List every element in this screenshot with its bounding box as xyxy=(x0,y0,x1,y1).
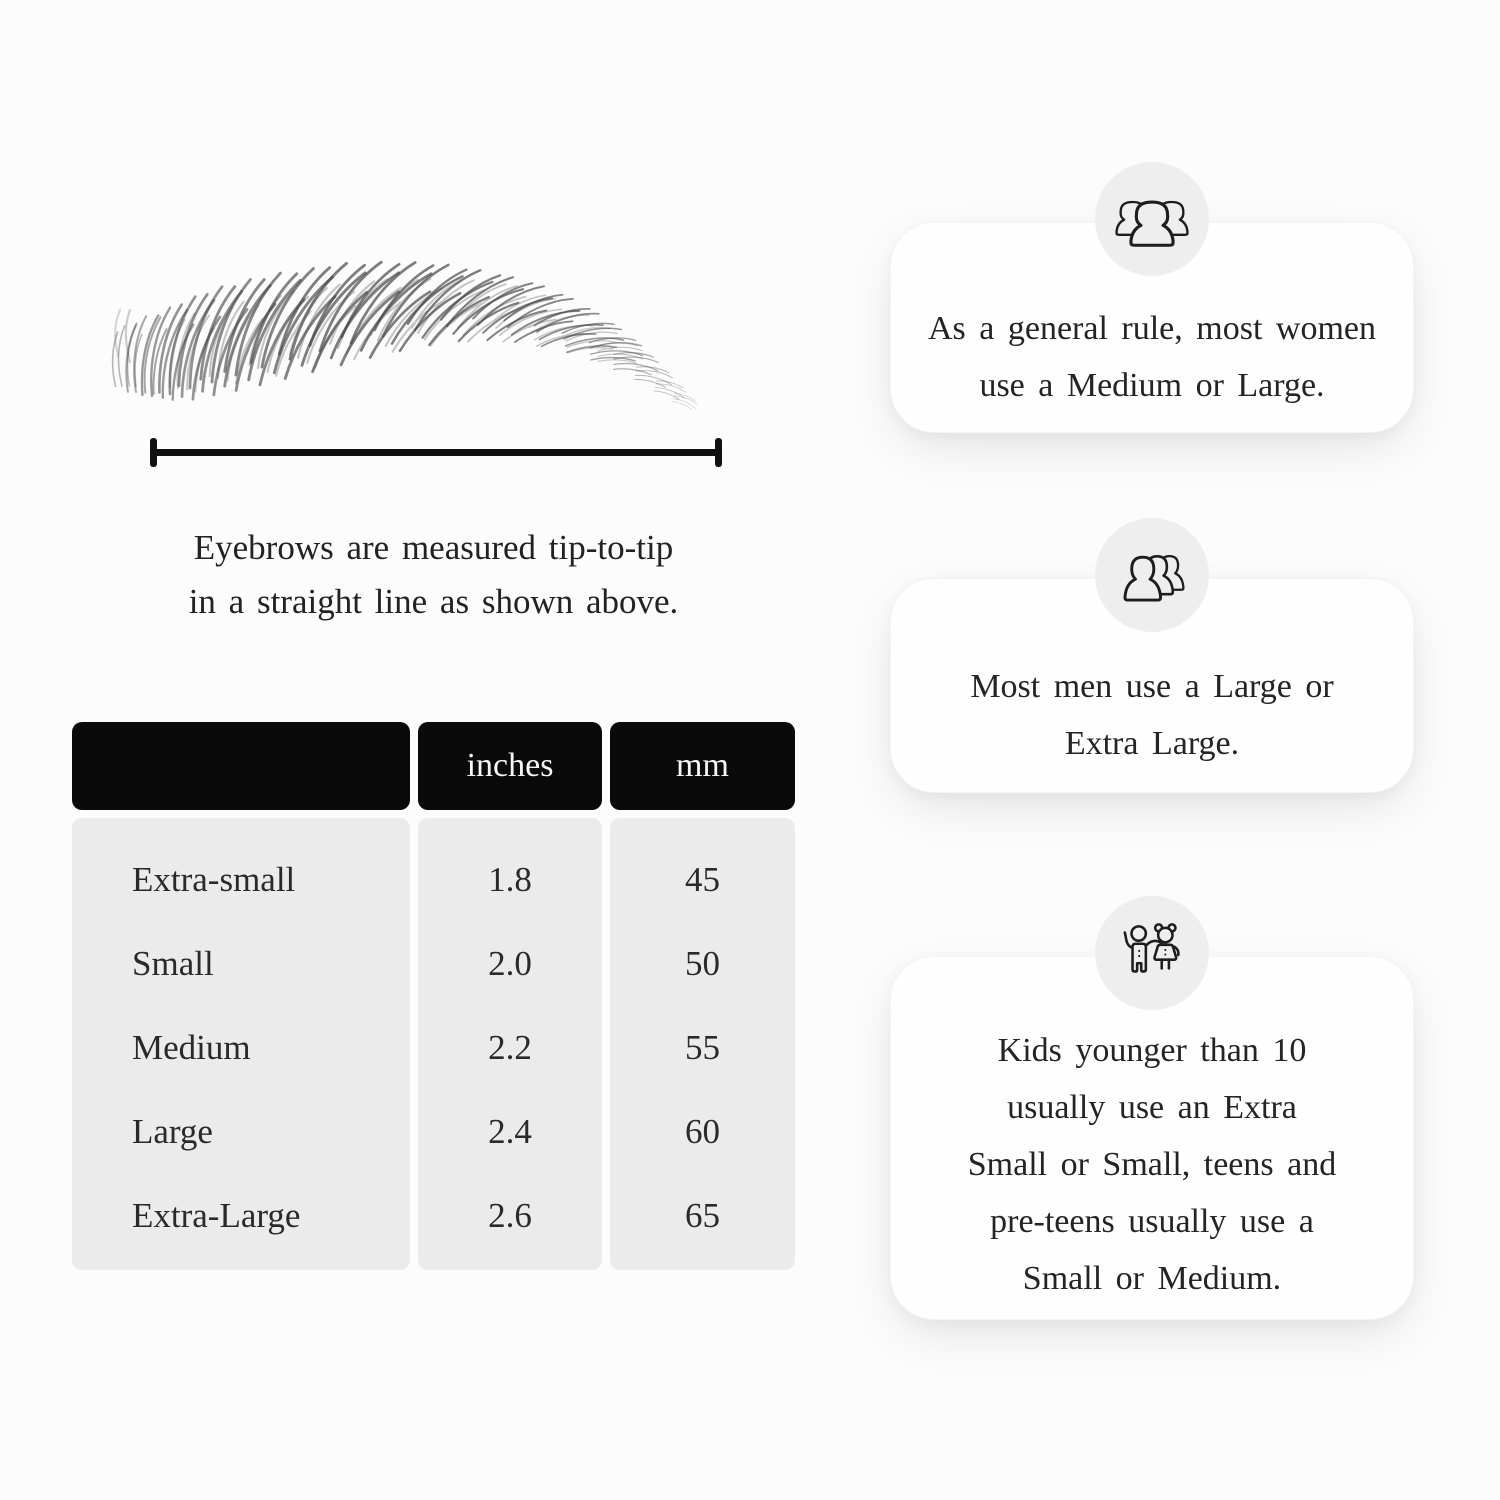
size-table xyxy=(72,722,795,1270)
caption-line: Eyebrows are measured tip-to-tip xyxy=(193,528,674,567)
measurement-line-right-tick xyxy=(715,438,722,467)
tip-line: use a Medium or Large. xyxy=(979,366,1325,404)
caption-line: in a straight line as shown above. xyxy=(188,582,679,621)
tip-line: usually use an Extra xyxy=(1007,1088,1297,1126)
mm-value: 60 xyxy=(685,1112,720,1151)
size-label: Medium xyxy=(132,1028,251,1067)
tip-card-kids xyxy=(890,956,1414,1320)
tip-card-women xyxy=(890,222,1414,433)
tip-line: Kids younger than 10 xyxy=(997,1031,1307,1069)
size-table-header-mm: mm xyxy=(610,722,795,810)
tip-line: As a general rule, most women xyxy=(928,309,1376,347)
mm-value: 65 xyxy=(685,1196,720,1235)
mm-value: 55 xyxy=(685,1028,720,1067)
tip-text-women xyxy=(928,300,1376,414)
tip-text-kids xyxy=(968,1022,1336,1307)
inches-value: 1.8 xyxy=(488,860,532,899)
women-badge xyxy=(1095,162,1209,276)
men-badge xyxy=(1095,518,1209,632)
kids-badge xyxy=(1095,896,1209,1010)
men-group-icon xyxy=(1111,542,1193,608)
measurement-caption xyxy=(72,521,795,629)
size-table-column-inches xyxy=(418,818,602,1270)
inches-value: 2.6 xyxy=(488,1196,532,1235)
inches-value: 2.2 xyxy=(488,1028,532,1067)
tip-line: Small or Small, teens and xyxy=(967,1145,1337,1183)
size-label: Large xyxy=(132,1112,213,1151)
size-table-column-labels xyxy=(72,818,410,1270)
mm-value: 45 xyxy=(685,860,720,899)
eyebrow-illustration xyxy=(108,238,733,438)
size-table-header-size xyxy=(72,722,410,810)
inches-value: 2.0 xyxy=(488,944,532,983)
tip-text-men xyxy=(970,658,1333,772)
inches-value: 2.4 xyxy=(488,1112,532,1151)
size-label: Extra-Large xyxy=(132,1196,301,1235)
tip-line: pre-teens usually use a xyxy=(990,1202,1314,1240)
tip-card-men xyxy=(890,578,1414,793)
tip-line: Most men use a Large or xyxy=(970,667,1334,705)
women-group-icon xyxy=(1111,186,1193,252)
size-label: Extra-small xyxy=(132,860,296,899)
measurement-line-bar xyxy=(152,449,720,456)
tip-line: Extra Large. xyxy=(1064,724,1240,762)
kids-icon xyxy=(1111,920,1193,986)
size-label: Small xyxy=(132,944,214,983)
size-table-column-mm xyxy=(610,818,795,1270)
mm-value: 50 xyxy=(685,944,720,983)
tip-line: Small or Medium. xyxy=(1022,1259,1282,1297)
measurement-line xyxy=(150,438,722,467)
size-table-header-inches: inches xyxy=(418,722,602,810)
